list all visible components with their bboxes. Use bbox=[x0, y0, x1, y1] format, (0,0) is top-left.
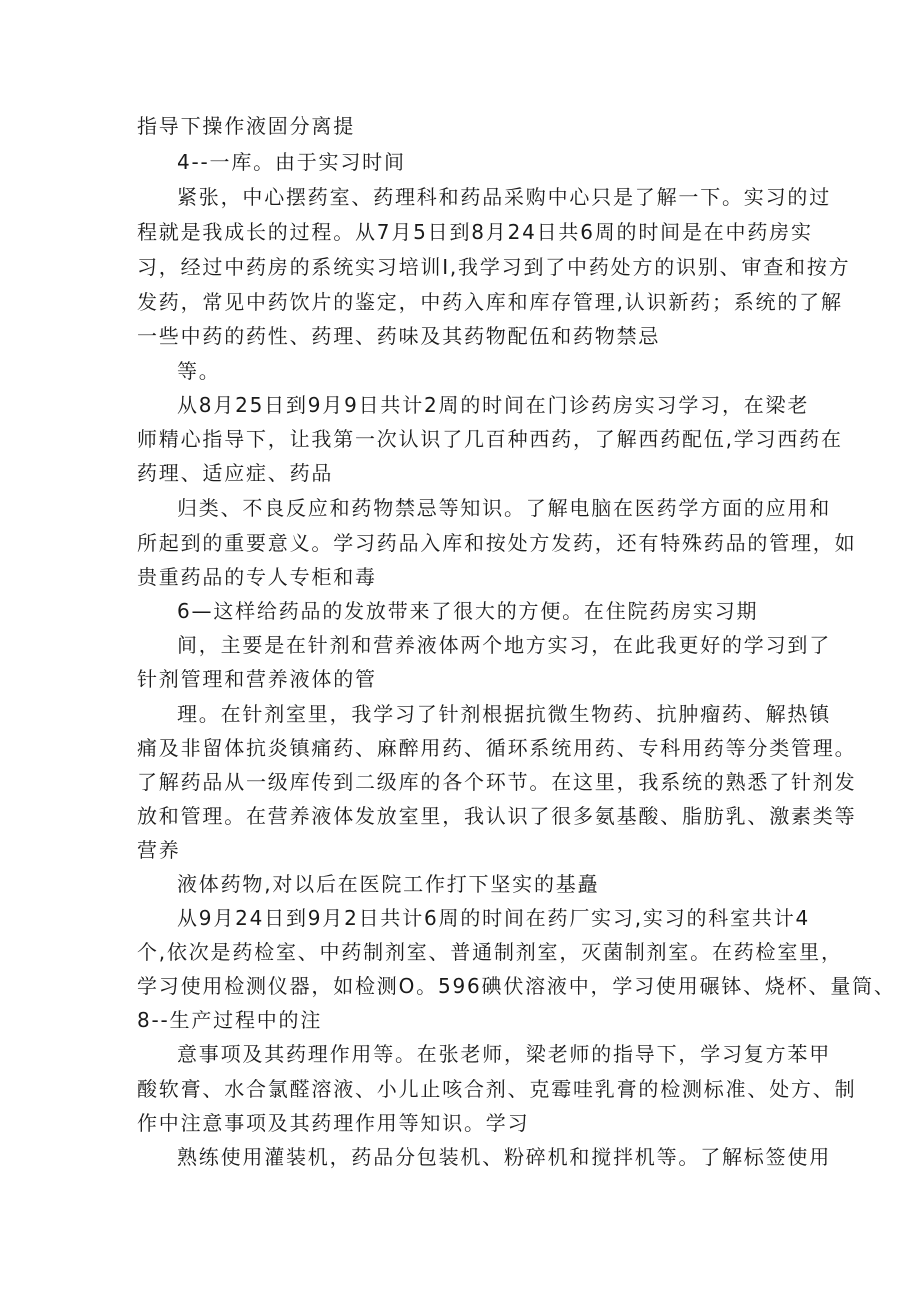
text-line: 学习使用检测仪器，如检测O。596碘伏溶液中，学习使用碾钵、烧杯、量筒、 bbox=[137, 974, 896, 998]
text-line: 8--生产过程中的注 bbox=[137, 1008, 323, 1032]
text-line: 了解药品从一级库传到二级库的各个环节。在这里，我系统的熟悉了针剂发 bbox=[137, 770, 857, 794]
text-line: 等。 bbox=[177, 359, 221, 383]
text-line: 酸软膏、水合氯醛溶液、小儿止咳合剂、克霉哇乳膏的检测标准、处方、制 bbox=[137, 1077, 857, 1101]
text-line: 药理、适应症、药品 bbox=[137, 461, 334, 485]
text-line: 作中注意事项及其药理作用等知识。学习 bbox=[137, 1111, 530, 1135]
text-line: 熟练使用灌装机，药品分包装机、粉碎机和搅拌机等。了解标签使用 bbox=[177, 1145, 831, 1169]
text-line: 发药，常见中药饮片的鉴定，中药入库和库存管理,认识新药；系统的了解 bbox=[137, 290, 843, 314]
text-line: 贵重药品的专人专柜和毒 bbox=[137, 565, 377, 589]
text-line: 意事项及其药理作用等。在张老师，梁老师的指导下，学习复方苯甲 bbox=[177, 1042, 831, 1066]
text-line: 4--一库。由于实习时间 bbox=[177, 150, 406, 174]
text-line: 从9月24日到9月2日共计6周的时间在药厂实习,实习的科室共计4 bbox=[177, 906, 811, 930]
text-line: 营养 bbox=[137, 838, 181, 862]
text-line: 程就是我成长的过程。从7月5日到8月24日共6周的时间是在中药房实 bbox=[137, 220, 813, 244]
text-line: 间，主要是在针剂和营养液体两个地方实习，在此我更好的学习到了 bbox=[177, 633, 831, 657]
text-line: 指导下操作液固分离提 bbox=[137, 114, 355, 138]
text-line: 习，经过中药房的系统实习培训I,我学习到了中药处方的识别、审查和按方 bbox=[137, 255, 851, 279]
text-line: 归类、不良反应和药物禁忌等知识。了解电脑在医药学方面的应用和 bbox=[177, 496, 831, 520]
text-line: 痛及非留体抗炎镇痛药、麻醉用药、循环系统用药、专科用药等分类管理。 bbox=[137, 736, 857, 760]
text-line: 6—这样给药品的发放带来了很大的方便。在住院药房实习期 bbox=[177, 599, 759, 623]
text-line: 从8月25日到9月9日共计2周的时间在门诊药房实习学习，在梁老 bbox=[177, 393, 810, 417]
text-line: 放和管理。在营养液体发放室里，我认识了很多氨基酸、脂肪乳、激素类等 bbox=[137, 804, 857, 828]
text-line: 一些中药的药性、药理、药味及其药物配伍和药物禁忌 bbox=[137, 324, 661, 348]
text-line: 针剂管理和营养液体的管 bbox=[137, 667, 377, 691]
text-line: 紧张，中心摆药室、药理科和药品采购中心只是了解一下。实习的过 bbox=[177, 185, 831, 209]
text-line: 理。在针剂室里，我学习了针剂根据抗微生物药、抗肿瘤药、解热镇 bbox=[177, 702, 831, 726]
text-line: 师精心指导下，让我第一次认识了几百种西药，了解西药配伍,学习西药在 bbox=[137, 427, 843, 451]
text-line: 液体药物,对以后在医院工作打下坚实的基矗 bbox=[177, 872, 600, 896]
text-line: 所起到的重要意义。学习药品入库和按处方发药，还有特殊药品的管理，如 bbox=[137, 531, 857, 555]
text-line: 个,依次是药检室、中药制剂室、普通制剂室，灭菌制剂室。在药检室里， bbox=[137, 940, 843, 964]
